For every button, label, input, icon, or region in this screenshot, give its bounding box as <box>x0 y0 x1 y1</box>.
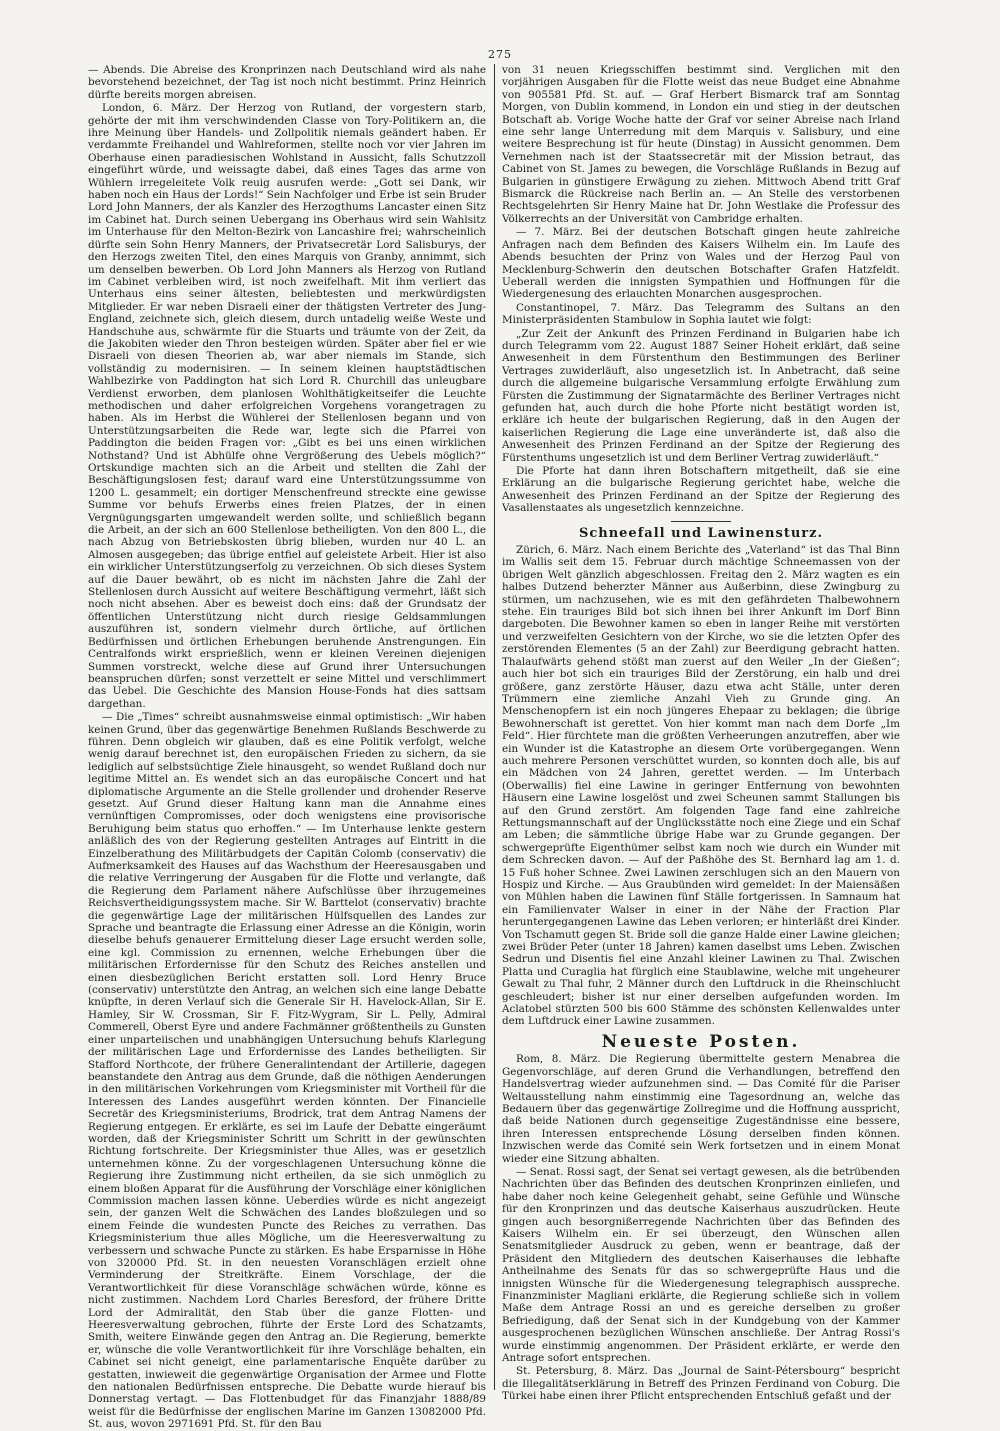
left-column <box>88 64 486 1431</box>
article-paragraph: von 31 neuen Kriegsschiffen bestimmt sind. Verglichen mit den vorjährigen Ausgaben für die Flotte weist das neue Budget eine Abnahme von 905581 Pfd. St. auf. — Graf Herbert Bismarck traf am Sonntag Morgen, von Dublin kommend, in London ein und stieg in der deutschen Botschaft ab. Vorige Woche hatte der Graf vor seiner Abreise nach Irland eine sehr lange Unterredung mit dem Marquis v. Salisbury, und eine weitere Besprechung ist für heute (Dinstag) in Aussicht genommen. Dem Vernehmen nach ist der Staatssecretär mit der Mission betraut, das Cabinet von St. James zu bewegen, die Vorschläge Rußlands in Bezug auf Bulgarien in günstigere Erwägung zu ziehen. Mittwoch Abend tritt Graf Bismarck die Rückreise nach Berlin an. — An Stelle des verstorbenen Rechtsgelehrten Sir Henry Maine hat Dr. John Westlake die Professur des Völkerrechts an der Universität von Cambridge erhalten. <box>502 64 900 225</box>
article-paragraph: Zürich, 6. März. Nach einem Berichte des „Vaterland“ ist das Thal Binn im Wallis seit dem 15. Februar durch mächtige Schneemassen von der übrigen Welt gänzlich abgeschlossen. Freitag den 2. März wagten es ein halbes Dutzend beherzter Männer aus Außerbinn, diese Zwingburg zu stürmen, um nachzusehen, wie es mit den gefährdeten Thalbewohnern stehe. Ein trauriges Bild bot sich ihnen bei ihrer Ankunft im Dorf Binn dargeboten. Die Bewohner kamen so eben in langer Reihe mit verstörten und verzweifelten Gesichtern von der Kirche, wo sie die letzten Opfer des zerstörenden Elementes (5 an der Zahl) zur Beerdigung gebracht hatten. Thalaufwärts gehend stößt man zuerst auf den Weiler „In der Gießen“; auch hier bot sich ein trauriges Bild der Zerstörung, ein halb und drei größere, ganz zerstörte Häuser, dazu etwa acht Ställe, unter deren Trümmern eine ziemliche Anzahl Vieh zu Grunde ging. An Menschenopfern ist ein noch jüngeres Ehepaar zu beklagen; die übrige Bewohnerschaft ist gerettet. Von hier kommt man nach dem Dorfe „Im Feld“. Hier fürchtete man die größten Verheerungen anzutreffen, aber wie ein Wunder ist die Katastrophe an diesem Orte vorübergegangen. Wenn auch mehrere Personen verschüttet wurden, so konnten doch alle, bis auf ein Mädchen von 24 Jahren, gerettet werden. — Im Unterbach (Oberwallis) fiel eine Lawine in geringer Entfernung von bewohnten Häusern eine Lawine losgelöst und zwei Scheunen sammt Stallungen bis auf den Grund zerstört. Am folgenden Tage fand eine zahlreiche Rettungsmannschaft auf der Unglücksstätte noch eine Ziege und ein Schaf am Leben; die sämmtliche übrige Habe war zu Grunde gegangen. Der schwergeprüfte Eigenthümer selbst kam noch wie durch ein Wunder mit dem Schrecken davon. — Auf der Paßhöhe des St. Bernhard lag am 1. d. 15 Fuß hoher Schnee. Zwei Lawinen zerschlugen sich an den Mauern von Hospiz und Kirche. — Aus Graubünden wird gemeldet: In der Maiensäßen von Mühlen haben die Lawinen fünf Ställe fortgerissen. In Samnaum hat ein Familienvater Walser in einer in der Nähe der Fraction Plar heruntergegangenen Lawine das Leben verloren; er hinterläßt drei Kinder. Von Tschamutt gegen St. Bride soll die ganze Halde einer Lawine gleichen; zwei Brüder Peter (unter 18 Jahren) kamen daselbst ums Leben. Zwischen Sedrun und Disentis fiel eine Anzahl kleiner Lawinen zu Thal. Zwischen Platta und Curaglia hat fürglich eine Staublawine, welche mit ungeheurer Gewalt zu Thal fuhr, 2 Männer durch den Luftdruck in die Rheinschlucht geschleudert; bisher ist nur einer derselben aufgefunden worden. Im Aclatobel stürzten 500 bis 600 Stämme des schönsten Kellenwaldes unter dem Luftdruck einer Lawine zusammen. <box>502 544 900 1028</box>
right-column <box>502 64 900 1403</box>
page-number: 275 <box>488 48 512 61</box>
article-paragraph: London, 6. März. Der Herzog von Rutland, der vorgestern starb, gehörte der mit ihm verschwindenden Classe von Tory-Politikern an, die ihre Meinung über Handels- und Zollpolitik niemals geändert haben. Er verdammte Freihandel und Wahlreformen, stellte noch vor vier Jahren im Oberhause einen paradiesischen Wohlstand in Aussicht, falls Schutzzoll eingeführt würde, und weissagte dabei, daß eines Tages das arme von Wühlern irregeleitete Volk reuig ausrufen werde: „Gott sei Dank, wir haben noch ein Haus der Lords!“ Sein Nachfolger und Erbe ist sein Bruder Lord John Manners, der als Kanzler des Herzogthums Lancaster einen Sitz im Cabinet hat. Durch seinen Uebergang ins Oberhaus wird sein Wahlsitz im Unterhause für den Melton-Bezirk von Lancashire frei; wahrscheinlich dürfte sein Sohn Henry Manners, der Privatsecretär Lord Salisburys, der den Herzogs zweiten Titel, den eines Marquis von Granby, annimmt, sich um denselben bewerben. Ob Lord John Manners als Herzog von Rutland im Cabinet verbleiben wird, ist noch zweifelhaft. Mit ihm verliert das Unterhaus eins seiner ältesten, beliebtesten und merkwürdigsten Mitglieder. Er war neben Disraeli einer der thätigsten Vertreter des Jung-England, zeichnete sich, gleich diesem, durch untadelig weiße Weste und Handschuhe aus, schwärmte für die Stuarts und träumte von der Zeit, da die Jakobiten wieder den Thron besteigen würden. Später aber fiel er wie Disraeli von diesen Theorien ab, war aber niemals im Stande, sich vollständig zu modernisiren. — In seinem kleinen hauptstädtischen Wahlbezirke von Paddington hat sich Lord R. Churchill das unleugbare Verdienst erworben, dem planlosen Wohlthätigkeitseifer die Leuchte methodischen und daher erfolgreichen Vorgehens vorangetragen zu haben. Als im Herbst die Wühlerei der Stellenlosen begann und von Unterstützungsarbeiten die Rede war, legte sich die Pfarrei von Paddington die beiden Fragen vor: „Gibt es bei uns einen wirklichen Nothstand? Und ist Abhülfe ohne Vergrößerung des Uebels möglich?“ Ortskundige machten sich an die Arbeit und stellten die Zahl der Beschäftigungslosen fest; darauf ward eine Unterstützungssumme von 1200 L. gesammelt; ein dortiger Menschenfreund streckte eine gewisse Summe vor behufs Erwerbs eines freien Platzes, der in einen Vergnügungsgarten umgewandelt werden sollte, und schließlich begann die Arbeit, an der sich an 600 Stellenlose betheiligten. Von den 800 L., die nach Abzug von Betriebskosten übrig blieben, wurden nur 40 L. an Almosen ausgegeben; das übrige entfiel auf geleistete Arbeit. Hier ist also ein wirklicher Unterstützungserfolg zu verzeichnen. Ob sich dieses System auf die Dauer bewährt, ob es nicht im nächsten Jahre die Zahl der Stellenlosen durch Aussicht auf weitere Beschäftigung vermehrt, läßt sich noch nicht absehen. Aber es beweist doch eins: daß der Grundsatz der öffentlichen Unterstützung nicht durch riesige Geldsammlungen auszuführen ist, sondern vielmehr durch örtliche, auf örtlichen Bedürfnissen und örtlichen Erhebungen beruhende Anstrengungen. Ein Centralfonds wirkt ersprießlich, wenn er kleinen Vereinen diejenigen Summen vorstreckt, welche diese auf Grund ihrer Untersuchungen beanspruchen dürfen; sonst verzettelt er seine Mittel und verschlimmert das Uebel. Die Geschichte des Mansion House-Fonds hat dies sattsam dargethan. <box>88 102 486 710</box>
article-paragraph: — Die „Times“ schreibt ausnahmsweise einmal optimistisch: „Wir haben keinen Grund, über das gegenwärtige Benehmen Rußlands Beschwerde zu führen. Denn obgleich wir glauben, daß es eine Politik verfolgt, welche wenig darauf berechnet ist, den europäischen Frieden zu sichern, da sie lediglich auf selbstsüchtige Ziele hinausgeht, so wendet Rußland doch nur legitime Mittel an. Es wendet sich an das europäische Concert und hat diplomatische Argumente an die Stelle grollender und drohender Reserve gesetzt. Auf Grund dieser Haltung kann man die Annahme eines vernünftigen Compromisses, oder doch wenigstens eine provisorische Beruhigung beim status quo erhoffen.“ — Im Unterhause lenkte gestern anläßlich des von der Regierung gestellten Antrages auf Eintritt in die Einzelberathung des Militärbudgets der Capitän Colomb (conservativ) die Aufmerksamkeit des Hauses auf das Wachsthum der Heeresausgaben und die relative Verringerung der Ausgaben für die Flotte und verlangte, daß die Regierung dem Parlament nähere Aufschlüsse über ihrzugemeines Reichsvertheidigungssystem mache. Sir W. Barttelot (conservativ) brachte die gegenwärtige Lage der militärischen Hülfsquellen des Landes zur Sprache und beantragte die Erlassung einer Adresse an die Königin, worin dieselbe behufs genauerer Ermittelung dieser Lage ersucht werden solle, eine kgl. Commission zu ernennen, welche Erhebungen über die militärischen Erfordernisse für den Schutz des Reiches anstellen und einen diesbezüglichen Bericht erstatten soll. Lord Henry Bruce (conservativ) unterstützte den Antrag, an welchen sich eine lange Debatte knüpfte, in deren Verlauf sich die Generale Sir H. Havelock-Allan, Sir E. Hamley, Sir W. Crossman, Sir F. Fitz-Wygram, Sir L. Pelly, Admiral Commerell, Oberst Eyre und andere Fachmänner größtentheils zu Gunsten einer unparteiischen und unabhängigen Untersuchung behufs Klarlegung der militärischen Lage und Erfordernisse des Landes betheiligten. Sir Stafford Northcote, der frühere Generalintendant der Artillerie, dagegen beanstandete den Antrag aus dem Grunde, daß die nöthigen Aenderungen in den militärischen Vorkehrungen vom Kriegsminister mit Vortheil für die Interessen des Landes ausgeführt werden könnten. Der Financielle Secretär des Kriegsministeriums, Brodrick, trat dem Antrag Namens der Regierung entgegen. Er erklärte, es sei im Laufe der Debatte eingeräumt worden, daß der Kriegsminister Schritt um Schritt in der gewünschten Richtung fortschreite. Der Kriegsminister thue Alles, was er gesetzlich unternehmen könne. Zu der vorgeschlagenen Untersuchung könne die Regierung ihre Zustimmung nicht ertheilen, da sie sich unmöglich zu einem bloßen Apparat für die Ausführung der Vorschläge einer königlichen Commission machen lassen könne. Ueberdies würde es nicht angezeigt sein, der ganzen Welt die Schwächen des Landes bloßzulegen und so einem Feinde die wundesten Puncte des Reiches zu verrathen. Das Kriegsministerium thue alles Mögliche, um die Heeresverwaltung zu verbessern und schwache Puncte zu stärken. Es habe Ersparnisse in Höhe von 320000 Pfd. St. in den neuesten Voranschlägen erzielt ohne Verminderung der Streitkräfte. Einem Vorschlage, der die Verantwortlichkeit für diese Voranschläge schwächen würde, könne es nicht zustimmen. Nachdem Lord Charles Beresford, der frühere Dritte Lord der Admiralität, den Stab über die ganze Flotten- und Heeresverwaltung gebrochen, führte der Erste Lord des Schatzamts, Smith, weitere Einwände gegen den Antrag an. Die Regierung, bemerkte er, wünsche die volle Verantwortlichkeit für ihre Vorschläge behalten, ein Cabinet sei nicht geneigt, eine parlamentarische Enquête darüber zu gestatten, inwieweit die gegenwärtige Organisation der Armee und Flotte den nationalen Bedürfnissen entspreche. Die Debatte wurde hierauf bis Donnerstag vertagt. — Das Flottenbudget für das Finanzjahr 1888/89 weist für die Bedürfnisse der englischen Marine im Ganzen 13082000 Pfd. St. aus, wovon 2971691 Pfd. St. für den Bau <box>88 711 486 1431</box>
section-heading-latest: Neueste Posten. <box>601 1031 801 1052</box>
article-paragraph: Rom, 8. März. Die Regierung übermittelte gestern Menabrea die Gegenvorschläge, auf deren Grund die Verhandlungen, betreffend den Handelsvertrag wieder aufzunehmen sind. — Das Comité für die Pariser Weltausstellung nahm einstimmig eine Tagesordnung an, welche das Bedauern über das gegenwärtige Zollregime und die Hoffnung ausspricht, daß beide Nationen durch gegenseitige Zugeständnisse eine bessere, ihren Interessen entsprechende Lösung derselben finden können. Inzwischen werde das Comité sein Werk fortsetzen und in einem Monat wieder eine Sitzung abhalten. <box>502 1053 900 1165</box>
article-paragraph: — Abends. Die Abreise des Kronprinzen nach Deutschland wird als nahe bevorstehend bezeichnet, der Tag ist noch nicht bestimmt. Prinz Heinrich dürfte bereits morgen abreisen. <box>88 64 486 101</box>
article-paragraph: Die Pforte hat dann ihren Botschaftern mitgetheilt, daß sie eine Erklärung an die bulgarische Regierung gerichtet habe, welche die Anwesenheit des Prinzen Ferdinand an der Spitze der Regierung des Vasallenstaates als ungesetzlich kennzeichne. <box>502 465 900 515</box>
section-heading-snow: Schneefall und Lawinensturz. <box>578 525 824 541</box>
quoted-telegram: „Zur Zeit der Ankunft des Prinzen Ferdinand in Bulgarien habe ich durch Telegramm vom 22. August 1887 Seiner Hoheit erklärt, daß seine Anwesenheit in dem Fürstenthum den Bestimmungen des Berliner Vertrages zuwiderläuft, also ungesetzlich ist. In Anbetracht, daß seine durch die allgemeine bulgarische Versammlung erfolgte Erwählung zum Fürsten die Zustimmung der Signatarmächte des Berliner Vertrages nicht gefunden hat, auch durch die hohe Pforte nicht bestätigt worden ist, erkläre ich heute der bulgarischen Regierung, daß in den Augen der kaiserlichen Regierung die Lage eine unveränderte ist, daß also die Anwesenheit des Prinzen Ferdinand an der Spitze der Regierung des Fürstenthums ungesetzlich ist und dem Berliner Vertrag zuwiderläuft.“ <box>502 327 900 464</box>
column-rule <box>494 64 495 1390</box>
article-paragraph: — Senat. Rossi sagt, der Senat sei vertagt gewesen, als die betrübenden Nachrichten über das Befinden des deutschen Kronprinzen einliefen, und habe daher noch keine Gelegenheit gehabt, seine Gefühle und Wünsche für den Kronprinzen und das deutsche Kaiserhaus auszudrücken. Heute gingen auch besorgnißerregende Nachrichten über das Befinden des Kaisers Wilhelm ein. Er sei überzeugt, den Wünschen allen Senatsmitglieder Ausdruck zu geben, wenn er beantrage, daß der Präsident den Mitgliedern des deutschen Kaiserhauses die lebhafte Antheilnahme des Senats für das so schwergeprüfte Haus und die innigsten Wünsche für die Wiedergenesung telegraphisch ausspreche. Finanzminister Magliani erklärte, die Regierung schließe sich in vollem Maße dem Antrage Rossi an und es gereiche derselben zu großer Befriedigung, daß der Senat sich in der Kundgebung von der Kammer ausgesprochenen bezüglichen Wünschen anschließe. Der Antrag Rossi's wurde einstimmig angenommen. Der Präsident erklärte, er werde den Antrage sofort entsprechen. <box>502 1165 900 1365</box>
article-paragraph: St. Petersburg, 8. März. Das „Journal de Saint-Pétersbourg“ bespricht die Illegalitätserklärung in Betreff des Prinzen Ferdinand von Coburg. Die Türkei habe einen ihrer Pflicht entsprechenden Entschluß gefaßt und der <box>502 1365 900 1403</box>
article-paragraph: Constantinopel, 7. März. Das Telegramm des Sultans an den Ministerpräsidenten Stambulow in Sophia lautet wie folgt: <box>502 301 900 327</box>
section-divider <box>671 521 731 522</box>
article-paragraph: — 7. März. Bei der deutschen Botschaft gingen heute zahlreiche Anfragen nach dem Befinden des Kaisers Wilhelm ein. Im Laufe des Abends besuchten der Prinz von Wales und der Herzog Paul von Mecklenburg-Schwerin den deutschen Botschafter Grafen Hatzfeldt. Ueberall werden die innigsten Sympathien und Hoffnungen für die Wiedergenesung des erlauchten Monarchen ausgesprochen. <box>502 226 900 301</box>
